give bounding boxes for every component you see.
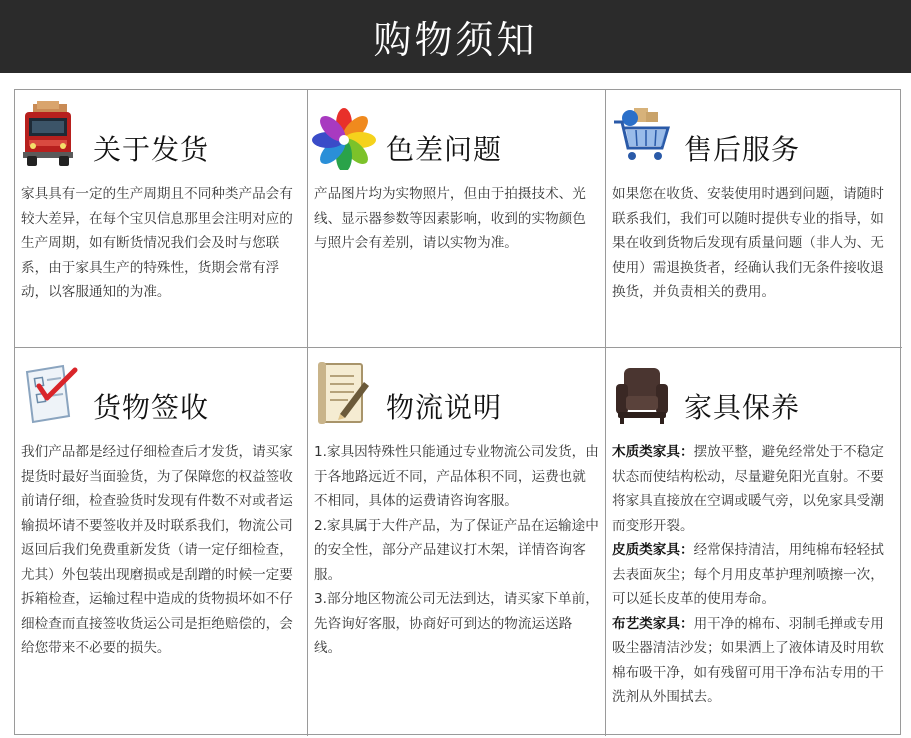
care-item-leather — [612, 538, 896, 612]
shopping-cart-icon — [610, 100, 674, 170]
section-header — [15, 90, 307, 182]
section-logistics — [308, 348, 606, 736]
section-title: 货物签收 — [93, 391, 210, 424]
document-pen-icon — [312, 358, 376, 428]
section-shipping — [15, 90, 308, 348]
section-paragraph: 如果您在收货、安装使用时遇到问题，请随时联系我们，我们可以随时提供专业的指导，如果在收到货物后发现有质量问题（非人为、无使用）需退换货者，经确认我们无条件接收退换货，并负责相关的费用。 — [612, 186, 884, 300]
section-furniture-care — [606, 348, 902, 736]
section-title: 关于发货 — [93, 133, 210, 166]
section-paragraph: 2.家具属于大件产品，为了保证产品在运输途中的安全性，部分产品建议打木架，详情咨询客服。 — [314, 517, 599, 583]
care-item-text: 用干净的棉布、羽制毛掸或专用吸尘器清洁沙发；如果洒上了液体请及时用软棉布吸干净，如有残留可用干净布沾专用的干洗剂从外围拭去。 — [612, 615, 884, 705]
care-item-label: 布艺类家具： — [612, 615, 694, 632]
color-wheel-icon — [312, 100, 376, 170]
section-paragraph: 1.家具因特殊性只能通过专业物流公司发货，由于各地路远近不同，产品体积不同，运费也就不相同，具体的运费请咨询客服。 — [314, 444, 599, 509]
section-paragraph: 3.部分地区物流公司无法到达，请买家下单前，先咨询好客服，协商好可到达的物流运送路线。 — [314, 591, 599, 656]
section-delivery-signoff — [15, 348, 308, 736]
section-header — [606, 90, 902, 182]
section-color-difference — [308, 90, 606, 348]
care-item-label: 木质类家具： — [612, 444, 694, 460]
section-paragraph: 产品图片均为实物照片，但由于拍摄技术、光线、显示器参数等因素影响，收到的实物颜色与照片会有差别，请以实物为准。 — [314, 186, 586, 251]
care-item-text: 经常保持清洁，用纯棉布轻轻拭去表面灰尘；每个月用皮革护理剂喷擦一次，可以延长皮革的使用寿命。 — [612, 542, 884, 607]
section-header — [308, 348, 605, 440]
section-body — [314, 440, 599, 661]
section-title: 家具保养 — [684, 391, 801, 424]
section-paragraph: 我们产品都是经过仔细检查后才发货，请买家提货时最好当面验货，为了保障您的权益签收前请仔细，检查验货时发现有件数不对或者运输损坏请不要签收并及时联系我们，物流公司返回后我们免费重新发货（请一定仔细检查，尤其）外包装出现磨损或是刮蹭的时候一定要拆箱检查，运输过程中造成的货物损坏如不仔细检查而直接签收货运公司是拒绝赔偿的，会给您带来不必要的损失。 — [21, 444, 293, 656]
care-item-text: 摆放平整，避免经常处于不稳定状态而使结构松动，尽量避免阳光直射。不要将家具直接放在空调或暖气旁，以免家具受潮而变形开裂。 — [612, 444, 884, 534]
section-body — [314, 182, 599, 256]
section-after-sales — [606, 90, 902, 348]
delivery-truck-icon — [19, 100, 83, 170]
care-item-fabric — [612, 612, 896, 710]
section-body — [612, 182, 896, 305]
section-header — [308, 90, 605, 182]
section-title: 售后服务 — [684, 133, 801, 166]
section-header — [606, 348, 902, 440]
section-body — [21, 440, 301, 661]
section-body — [612, 440, 896, 710]
section-body — [21, 182, 301, 305]
info-grid — [14, 89, 901, 735]
page-header — [0, 0, 911, 73]
page-title: 购物须知 — [373, 18, 538, 62]
care-item-wood — [612, 440, 896, 538]
section-header — [15, 348, 307, 440]
section-title: 色差问题 — [386, 133, 503, 166]
checklist-icon — [19, 358, 83, 428]
care-item-label: 皮质类家具： — [612, 542, 694, 558]
armchair-icon — [610, 358, 674, 428]
section-paragraph: 家具具有一定的生产周期且不同种类产品会有较大差异，在每个宝贝信息那里会注明对应的生产周期，如有断货情况我们会及时与您联系，由于家具生产的特殊性，货期会常有浮动，以客服通知的为准。 — [21, 186, 293, 300]
section-title: 物流说明 — [386, 391, 503, 424]
